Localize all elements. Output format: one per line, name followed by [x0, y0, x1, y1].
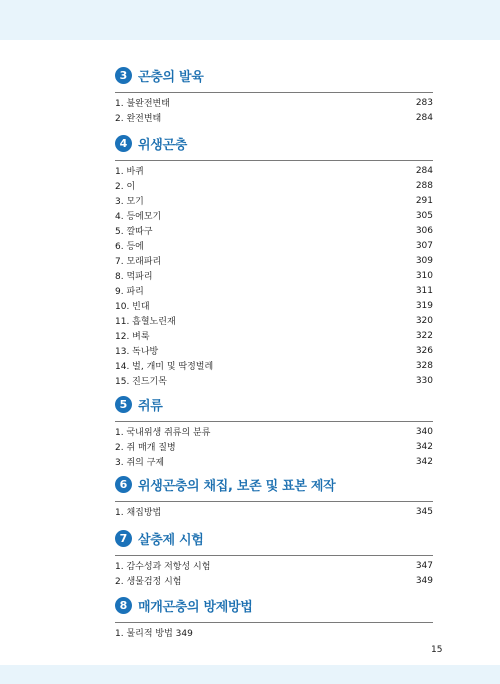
entry-page: 320 — [415, 315, 433, 326]
section-4 — [115, 132, 433, 388]
entry-label: 11. 흡혈노린재 — [115, 317, 176, 327]
toc-entry[interactable] — [115, 193, 433, 208]
page-number: 15 — [431, 645, 443, 655]
entry-label: 1. 바퀴 — [115, 167, 144, 177]
section-header — [115, 393, 433, 415]
entry-label: 8. 먹파리 — [115, 272, 153, 282]
toc-entry[interactable] — [115, 313, 433, 328]
section-number-badge: 3 — [115, 67, 132, 84]
toc-entry[interactable] — [115, 238, 433, 253]
toc-entry[interactable] — [115, 343, 433, 358]
entry-label: 7. 모래파리 — [115, 257, 162, 267]
section-number-badge: 8 — [115, 597, 132, 614]
entry-page: 309 — [415, 255, 433, 266]
section-number-badge: 5 — [115, 396, 132, 413]
toc-entry[interactable] — [115, 268, 433, 283]
bottom-band — [0, 665, 500, 684]
toc-entry[interactable] — [115, 558, 433, 573]
entry-page: 322 — [415, 330, 433, 341]
entry-label: 2. 생물검정 시험 — [115, 577, 182, 587]
entry-label: 2. 이 — [115, 182, 136, 192]
entry-label: 12. 벼룩 — [115, 332, 150, 342]
toc-entry[interactable] — [115, 95, 433, 110]
entry-page: 330 — [415, 375, 433, 386]
entry-page: 310 — [415, 270, 433, 281]
section-header — [115, 64, 433, 86]
entry-label: 2. 쥐 매개 질병 — [115, 443, 176, 453]
toc-entry[interactable] — [115, 373, 433, 388]
entry-page: 340 — [415, 426, 433, 437]
top-band — [0, 0, 500, 40]
entry-label: 1. 국내위생 쥐류의 분류 — [115, 428, 211, 438]
entry-page: 291 — [415, 195, 433, 206]
toc-entry[interactable] — [115, 504, 433, 519]
section-divider — [115, 92, 433, 93]
section-header — [115, 132, 433, 154]
section-divider — [115, 501, 433, 502]
section-number-badge: 7 — [115, 530, 132, 547]
toc-entry[interactable] — [115, 208, 433, 223]
entry-label: 3. 쥐의 구제 — [115, 458, 165, 468]
section-number-badge: 6 — [115, 476, 132, 493]
section-title: 살충제 시험 — [138, 532, 204, 548]
entry-label: 14. 벌, 개미 및 딱정벌레 — [115, 362, 214, 372]
toc-entry[interactable] — [115, 253, 433, 268]
entry-label: 15. 진드기목 — [115, 377, 167, 387]
entry-page: 284 — [415, 112, 433, 123]
entry-page: 342 — [415, 441, 433, 452]
entry-page: 288 — [415, 180, 433, 191]
toc-entry[interactable] — [115, 439, 433, 454]
entry-page: 305 — [415, 210, 433, 221]
entry-label: 4. 등에모기 — [115, 212, 162, 222]
entry-page: 349 — [415, 575, 433, 586]
entry-label: 9. 파리 — [115, 287, 144, 297]
toc-entry[interactable] — [115, 625, 433, 640]
entry-page: 342 — [415, 456, 433, 467]
section-title: 쥐류 — [138, 398, 163, 414]
entry-label: 1. 감수성과 저항성 시험 — [115, 562, 211, 572]
entry-page: 311 — [415, 285, 433, 296]
toc-entry[interactable] — [115, 110, 433, 125]
section-header — [115, 527, 433, 549]
section-divider — [115, 622, 433, 623]
entry-label: 10. 빈대 — [115, 302, 150, 312]
section-7 — [115, 527, 433, 588]
toc-entry[interactable] — [115, 358, 433, 373]
toc-entry[interactable] — [115, 454, 433, 469]
entry-page: 328 — [415, 360, 433, 371]
section-title: 위생곤충 — [138, 137, 188, 153]
section-number-badge: 4 — [115, 135, 132, 152]
section-title: 위생곤충의 채집, 보존 및 표본 제작 — [138, 478, 336, 494]
toc-entry[interactable] — [115, 223, 433, 238]
entry-label: 1. 채집방법 — [115, 508, 162, 518]
toc-entry[interactable] — [115, 178, 433, 193]
entry-label: 5. 깔따구 — [115, 227, 153, 237]
entry-page: 306 — [415, 225, 433, 236]
section-3 — [115, 64, 433, 125]
entry-page: 283 — [415, 97, 433, 108]
section-6 — [115, 473, 433, 519]
entry-label: 1. 불완전변태 — [115, 99, 170, 109]
entry-label: 6. 등에 — [115, 242, 144, 252]
section-divider — [115, 555, 433, 556]
entry-page: 326 — [415, 345, 433, 356]
toc-entry[interactable] — [115, 424, 433, 439]
toc-entry[interactable] — [115, 163, 433, 178]
section-8 — [115, 594, 433, 640]
entry-page: 347 — [415, 560, 433, 571]
entry-label: 3. 모기 — [115, 197, 144, 207]
entry-page: 319 — [415, 300, 433, 311]
toc-entry[interactable] — [115, 328, 433, 343]
entry-page: 284 — [415, 165, 433, 176]
section-title: 매개곤충의 방제방법 — [138, 599, 253, 615]
section-divider — [115, 160, 433, 161]
toc-entry[interactable] — [115, 283, 433, 298]
section-title: 곤충의 발육 — [138, 69, 204, 85]
section-header — [115, 594, 433, 616]
entry-label: 2. 완전변태 — [115, 114, 162, 124]
entry-page: 307 — [415, 240, 433, 251]
toc-entry[interactable] — [115, 298, 433, 313]
section-header — [115, 473, 433, 495]
section-5 — [115, 393, 433, 469]
toc-entry[interactable] — [115, 573, 433, 588]
entry-page: 345 — [415, 506, 433, 517]
section-divider — [115, 421, 433, 422]
entry-label: 13. 독나방 — [115, 347, 159, 357]
entry-label: 1. 물리적 방법 349 — [115, 629, 193, 639]
